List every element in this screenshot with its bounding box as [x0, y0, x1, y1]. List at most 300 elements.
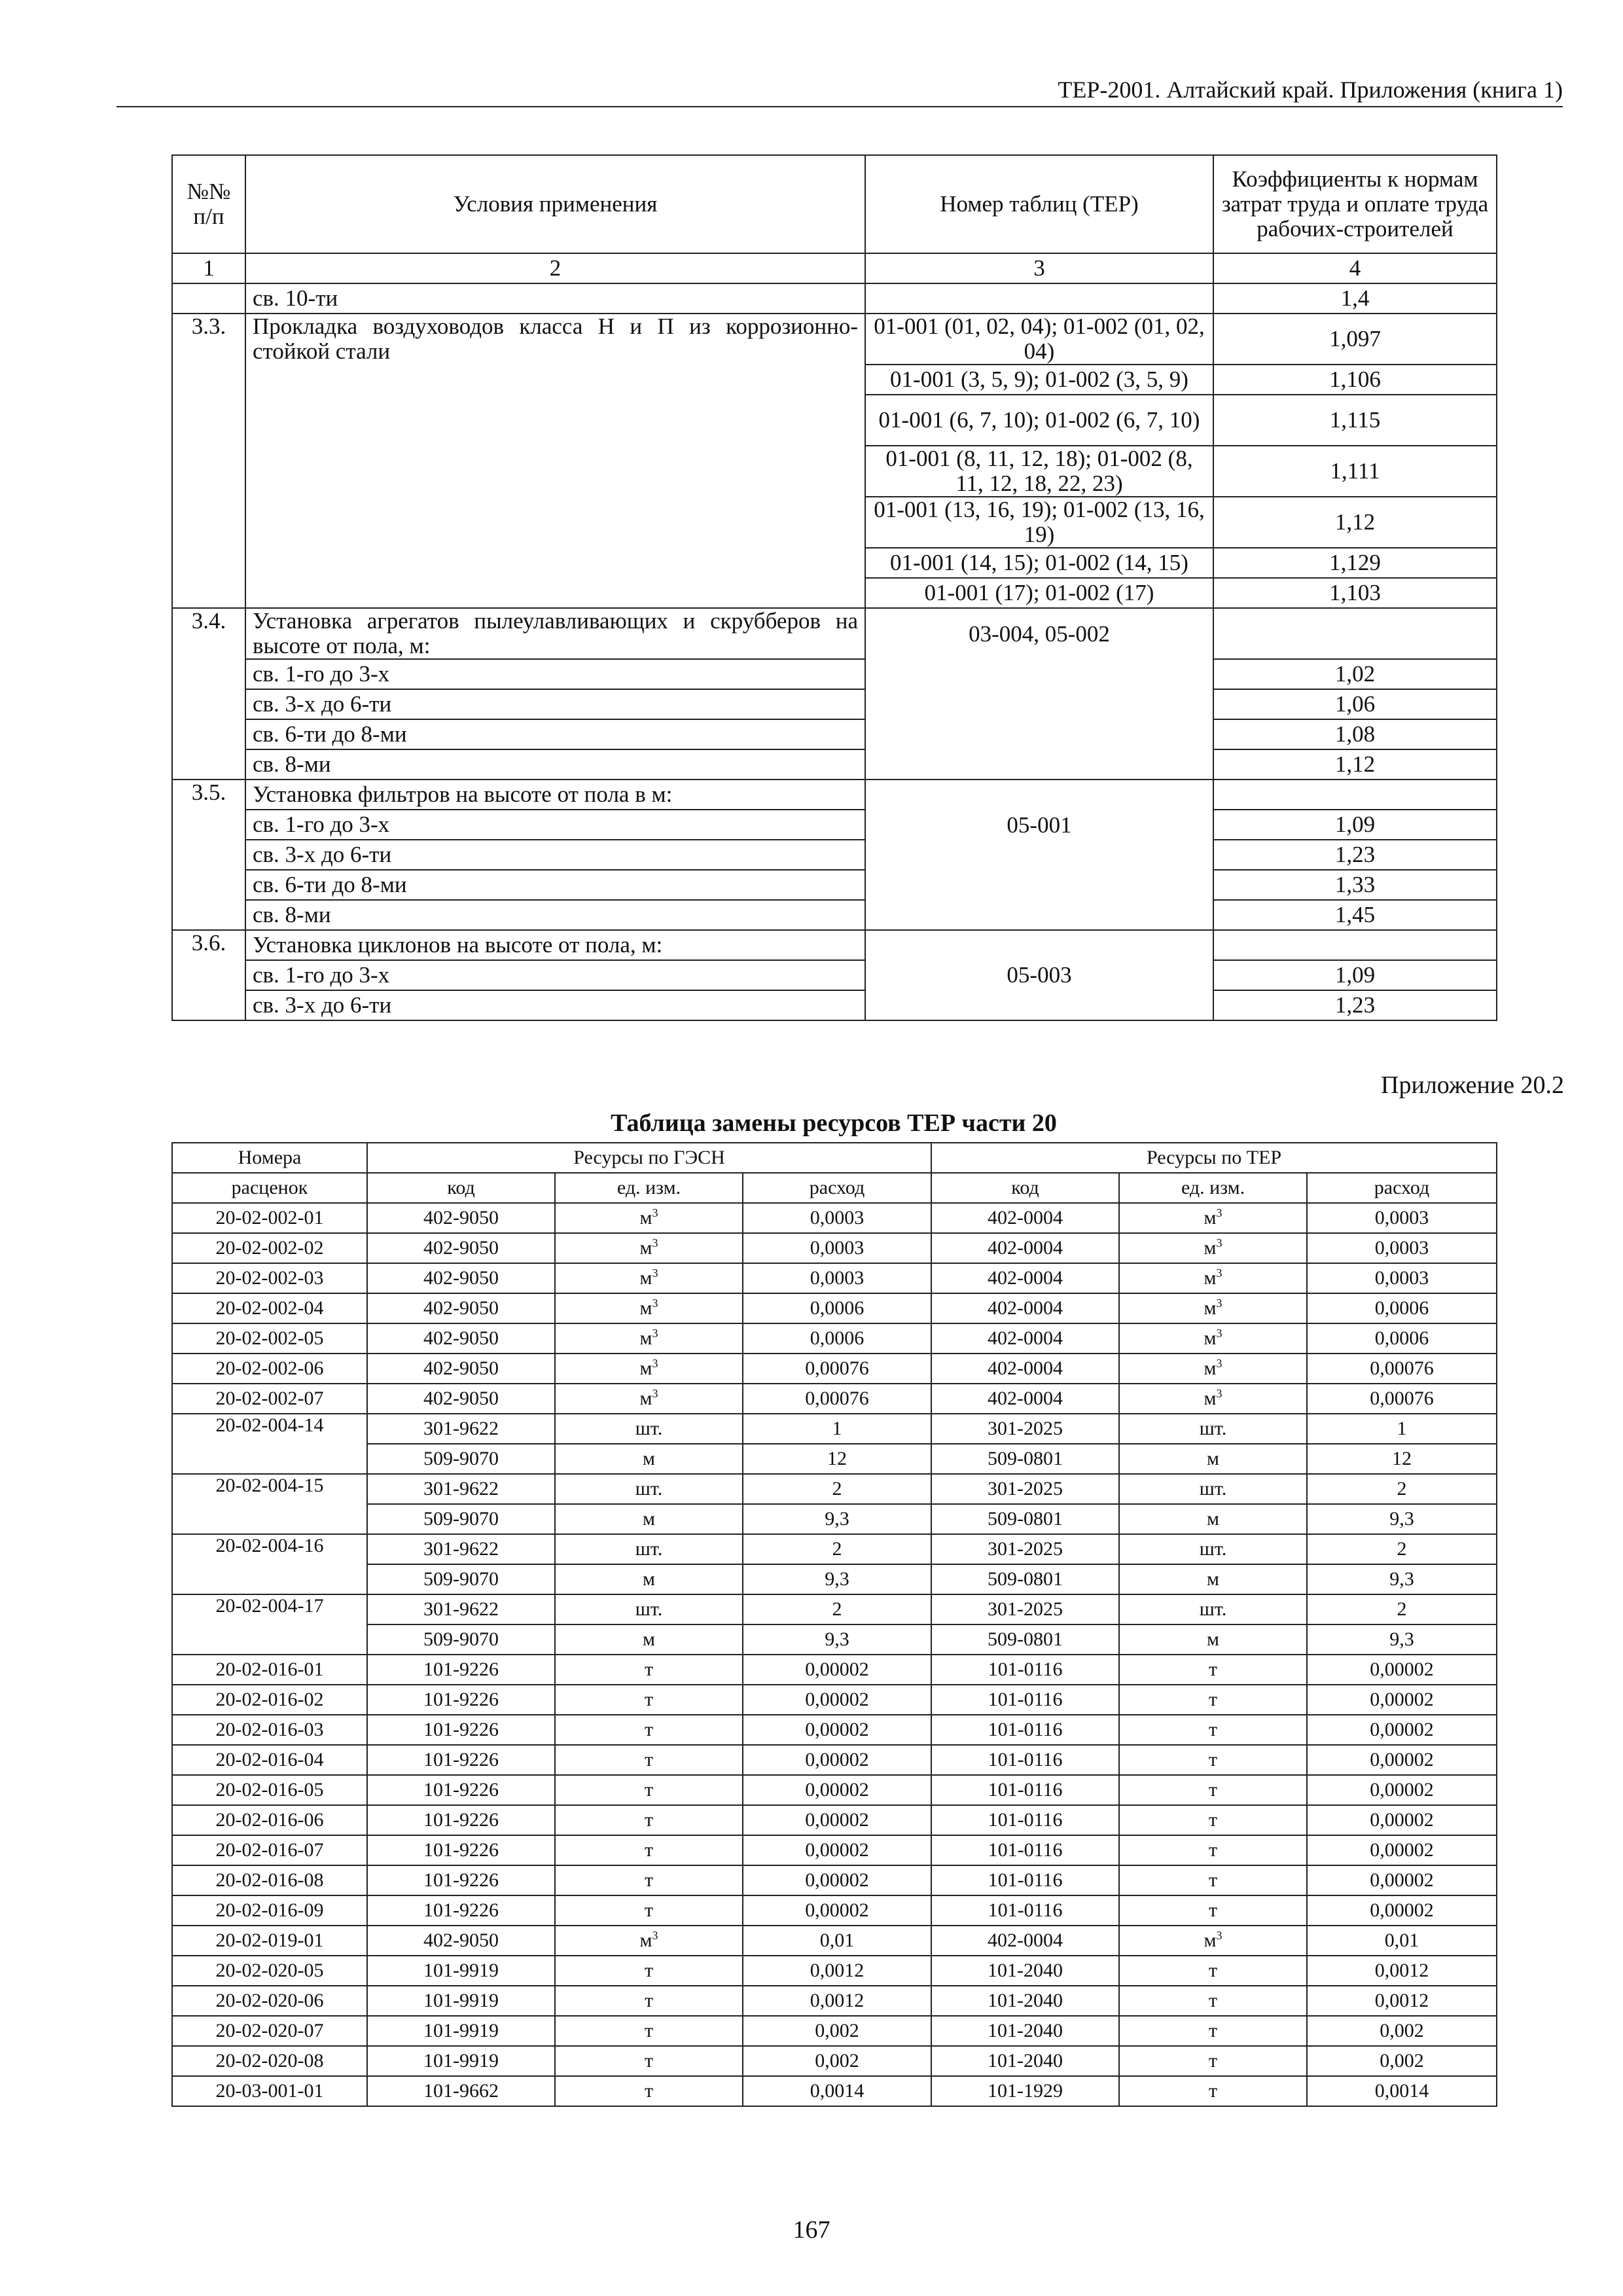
gesn-consumption-cell: 0,002 — [743, 2046, 931, 2076]
gesn-consumption-cell: 0,0003 — [743, 1203, 931, 1233]
table-row — [172, 1655, 1497, 1685]
header-conditions: Условия применения — [245, 155, 865, 253]
ter-consumption-cell: 2 — [1307, 1534, 1497, 1564]
condition-cell: св. 8-ми — [245, 900, 865, 930]
gesn-consumption-cell: 0,00002 — [743, 1805, 931, 1835]
table-row — [172, 659, 1497, 689]
coefficient-cell: 1,097 — [1213, 314, 1497, 365]
ter-code-cell: 101-0116 — [931, 1865, 1119, 1895]
ter-consumption-cell: 9,3 — [1307, 1624, 1497, 1655]
gesn-unit-cell: шт. — [555, 1534, 743, 1564]
condition-cell: св. 1-го до 3-х — [245, 659, 865, 689]
coefficient-cell: 1,08 — [1213, 719, 1497, 749]
ter-code-cell: 509-0801 — [931, 1504, 1119, 1534]
gesn-consumption-cell: 0,00002 — [743, 1655, 931, 1685]
gesn-code-cell: 301-9622 — [367, 1534, 555, 1564]
tables-cell: 01-001 (8, 11, 12, 18); 01-002 (8, 11, 12, 18, 22, 23) — [865, 446, 1213, 497]
gesn-unit-cell: т — [555, 1685, 743, 1715]
ter-code-cell: 509-0801 — [931, 1624, 1119, 1655]
gesn-code-cell: 101-9226 — [367, 1775, 555, 1805]
gesn-code-cell: 101-9919 — [367, 2046, 555, 2076]
column-number: 1 — [172, 253, 245, 283]
gesn-consumption-cell: 0,0006 — [743, 1293, 931, 1323]
ter-code-cell: 101-0116 — [931, 1805, 1119, 1835]
ter-consumption-cell: 0,0003 — [1307, 1203, 1497, 1233]
gesn-unit-cell: $м^3$ — [555, 1293, 743, 1323]
ter-consumption-cell: 0,00002 — [1307, 1805, 1497, 1835]
ter-code-cell: 509-0801 — [931, 1444, 1119, 1474]
ter-code-cell: 301-2025 — [931, 1594, 1119, 1624]
gesn-code-cell: 402-9050 — [367, 1293, 555, 1323]
ter-code-cell: 402-0004 — [931, 1384, 1119, 1414]
condition-cell: Установка агрегатов пылеулавливающих и скрубберов на высоте от пола, м: — [245, 608, 865, 659]
ter-unit-cell: т — [1119, 1986, 1307, 2016]
ter-code-cell: 402-0004 — [931, 1263, 1119, 1293]
rate-number-cell: 20-02-016-01 — [172, 1655, 367, 1685]
ter-consumption-cell: 0,00002 — [1307, 1835, 1497, 1865]
ter-unit-cell: т — [1119, 1685, 1307, 1715]
running-header: ТЕР-2001. Алтайский край. Приложения (книга 1) — [116, 73, 1563, 107]
rate-number-cell: 20-02-002-02 — [172, 1233, 367, 1263]
ter-code-cell: 101-0116 — [931, 1655, 1119, 1685]
ter-code-cell: 101-0116 — [931, 1775, 1119, 1805]
table-row — [172, 1474, 1497, 1504]
ter-code-cell: 101-0116 — [931, 1895, 1119, 1926]
table-row — [172, 2076, 1497, 2106]
tables-cell: 01-001 (3, 5, 9); 01-002 (3, 5, 9) — [865, 365, 1213, 395]
ter-consumption-cell: 0,00002 — [1307, 1895, 1497, 1926]
ter-unit-cell: $м^3$ — [1119, 1233, 1307, 1263]
coefficient-cell: 1,33 — [1213, 870, 1497, 900]
ter-unit-cell: т — [1119, 1745, 1307, 1775]
rate-number-cell: 20-02-020-07 — [172, 2016, 367, 2046]
table-row — [172, 1504, 1497, 1534]
gesn-code-cell: 509-9070 — [367, 1504, 555, 1534]
rate-number-cell: 20-02-016-03 — [172, 1715, 367, 1745]
gesn-consumption-cell: 2 — [743, 1594, 931, 1624]
coefficient-cell — [1213, 608, 1497, 659]
ter-unit-cell: т — [1119, 2076, 1307, 2106]
gesn-consumption-cell: 0,00002 — [743, 1835, 931, 1865]
ter-unit-cell: т — [1119, 2016, 1307, 2046]
table-row — [172, 870, 1497, 900]
ter-consumption-cell: 0,00002 — [1307, 1745, 1497, 1775]
rate-number-cell: 20-02-019-01 — [172, 1926, 367, 1956]
ter-consumption-cell: 0,0012 — [1307, 1986, 1497, 2016]
rate-number-cell: 20-02-004-15 — [172, 1474, 367, 1534]
ter-code-cell: 402-0004 — [931, 1293, 1119, 1323]
ter-code-cell: 101-0116 — [931, 1835, 1119, 1865]
gesn-code-cell: 101-9919 — [367, 1986, 555, 2016]
ter-unit-cell: т — [1119, 1655, 1307, 1685]
gesn-consumption-cell: 0,0003 — [743, 1233, 931, 1263]
ter-code-cell: 402-0004 — [931, 1233, 1119, 1263]
table-row — [172, 1745, 1497, 1775]
condition-cell: св. 10-ти — [245, 283, 865, 314]
ter-consumption-cell: 0,01 — [1307, 1926, 1497, 1956]
ter-consumption-cell: 2 — [1307, 1594, 1497, 1624]
gesn-unit-cell: т — [555, 2046, 743, 2076]
ter-code-cell: 101-2040 — [931, 1986, 1119, 2016]
ter-unit-cell: м — [1119, 1504, 1307, 1534]
table-row — [172, 1685, 1497, 1715]
ter-consumption-cell: 0,00002 — [1307, 1865, 1497, 1895]
gesn-code-cell: 101-9226 — [367, 1805, 555, 1835]
gesn-unit-cell: $м^3$ — [555, 1926, 743, 1956]
ter-code-cell: 101-0116 — [931, 1685, 1119, 1715]
gesn-unit-cell: т — [555, 1835, 743, 1865]
condition-cell: св. 3-х до 6-ти — [245, 840, 865, 870]
coefficient-cell: 1,12 — [1213, 497, 1497, 548]
gesn-consumption-cell: 0,0012 — [743, 1986, 931, 2016]
table-row — [172, 1956, 1497, 1986]
ter-code-cell: 101-0116 — [931, 1745, 1119, 1775]
condition-cell: св. 3-х до 6-ти — [245, 689, 865, 719]
gesn-code-cell: 402-9050 — [367, 1263, 555, 1293]
gesn-code-cell: 301-9622 — [367, 1594, 555, 1624]
gesn-consumption-cell: 0,0003 — [743, 1263, 931, 1293]
gesn-unit-cell: т — [555, 1805, 743, 1835]
gesn-consumption-cell: 0,00002 — [743, 1715, 931, 1745]
coefficient-cell: 1,02 — [1213, 659, 1497, 689]
ter-code-cell: 101-2040 — [931, 2046, 1119, 2076]
ter-unit-cell: т — [1119, 2046, 1307, 2076]
coefficient-cell: 1,06 — [1213, 689, 1497, 719]
gesn-unit-cell: т — [555, 2016, 743, 2046]
ter-consumption-cell: 0,00002 — [1307, 1655, 1497, 1685]
gesn-unit-cell: т — [555, 1655, 743, 1685]
gesn-code-cell: 101-9919 — [367, 1956, 555, 1986]
gesn-code-cell: 101-9226 — [367, 1685, 555, 1715]
table-row — [172, 608, 1497, 659]
gesn-unit-cell: т — [555, 2076, 743, 2106]
header-num: №№ п/п — [172, 155, 245, 253]
rate-number-cell: 20-02-002-03 — [172, 1263, 367, 1293]
ter-unit-cell: шт. — [1119, 1594, 1307, 1624]
condition-cell: св. 6-ти до 8-ми — [245, 870, 865, 900]
ter-code-cell: 402-0004 — [931, 1354, 1119, 1384]
rate-number-cell: 20-02-002-05 — [172, 1323, 367, 1354]
ter-unit-cell: $м^3$ — [1119, 1926, 1307, 1956]
table-row — [172, 1926, 1497, 1956]
ter-unit-cell: шт. — [1119, 1534, 1307, 1564]
coefficient-cell: 1,09 — [1213, 960, 1497, 990]
gesn-code-cell: 402-9050 — [367, 1926, 555, 1956]
table-row — [172, 840, 1497, 870]
table-row — [172, 689, 1497, 719]
ter-unit-cell: $м^3$ — [1119, 1384, 1307, 1414]
coefficient-cell: 1,12 — [1213, 749, 1497, 780]
item-number: 3.6. — [172, 930, 245, 1020]
rate-number-cell: 20-02-004-14 — [172, 1414, 367, 1474]
gesn-consumption-cell: 2 — [743, 1474, 931, 1504]
coefficient-cell: 1,09 — [1213, 810, 1497, 840]
ter-consumption-cell: 0,0003 — [1307, 1263, 1497, 1293]
item-number: 3.5. — [172, 780, 245, 930]
gesn-consumption-cell: 2 — [743, 1534, 931, 1564]
table-row — [172, 1564, 1497, 1594]
gesn-consumption-cell: 0,00002 — [743, 1895, 931, 1926]
table-row — [172, 810, 1497, 840]
ter-consumption-cell: 2 — [1307, 1474, 1497, 1504]
gesn-code-cell: 301-9622 — [367, 1414, 555, 1444]
gesn-consumption-cell: 12 — [743, 1444, 931, 1474]
table-row — [172, 1594, 1497, 1624]
gesn-consumption-cell: 0,00076 — [743, 1384, 931, 1414]
gesn-code-cell: 402-9050 — [367, 1233, 555, 1263]
table-row — [172, 314, 1497, 365]
gesn-consumption-cell: 0,01 — [743, 1926, 931, 1956]
column-number: 2 — [245, 253, 865, 283]
coefficient-cell: 1,103 — [1213, 578, 1497, 608]
tables-cell: 01-001 (13, 16, 19); 01-002 (13, 16, 19) — [865, 497, 1213, 548]
gesn-consumption-cell: 0,00076 — [743, 1354, 931, 1384]
gesn-consumption-cell: 0,00002 — [743, 1775, 931, 1805]
table-row — [172, 283, 1497, 314]
gesn-unit-cell: шт. — [555, 1594, 743, 1624]
ter-consumption-cell: 0,0003 — [1307, 1233, 1497, 1263]
ter-consumption-cell: 0,0014 — [1307, 2076, 1497, 2106]
table-row — [172, 960, 1497, 990]
table-row — [172, 1835, 1497, 1865]
rate-number-cell: 20-02-002-06 — [172, 1354, 367, 1384]
tables-cell: 01-001 (6, 7, 10); 01-002 (6, 7, 10) — [865, 395, 1213, 446]
rate-number-cell: 20-02-016-04 — [172, 1745, 367, 1775]
header-unit: ед. изм. — [1119, 1173, 1307, 1203]
header-gesn: Ресурсы по ГЭСН — [367, 1143, 931, 1173]
ter-consumption-cell: 1 — [1307, 1414, 1497, 1444]
ter-code-cell: 101-2040 — [931, 1956, 1119, 1986]
ter-consumption-cell: 0,0012 — [1307, 1956, 1497, 1986]
coefficient-cell: 1,106 — [1213, 365, 1497, 395]
ter-unit-cell: $м^3$ — [1119, 1263, 1307, 1293]
ter-consumption-cell: 9,3 — [1307, 1564, 1497, 1594]
rate-number-cell: 20-02-016-07 — [172, 1835, 367, 1865]
gesn-consumption-cell: 1 — [743, 1414, 931, 1444]
coefficient-cell: 1,23 — [1213, 990, 1497, 1020]
gesn-consumption-cell: 0,00002 — [743, 1745, 931, 1775]
condition-cell: св. 1-го до 3-х — [245, 960, 865, 990]
condition-cell: Установка фильтров на высоте от пола в м: — [245, 780, 865, 810]
rate-number-cell: 20-02-020-06 — [172, 1986, 367, 2016]
gesn-unit-cell: $м^3$ — [555, 1263, 743, 1293]
coefficient-cell: 1,111 — [1213, 446, 1497, 497]
header-rates: расценок — [172, 1173, 367, 1203]
ter-unit-cell: т — [1119, 1805, 1307, 1835]
ter-unit-cell: $м^3$ — [1119, 1323, 1307, 1354]
header-consumption: расход — [743, 1173, 931, 1203]
gesn-unit-cell: шт. — [555, 1474, 743, 1504]
gesn-unit-cell: т — [555, 1715, 743, 1745]
coefficient-cell: 1,23 — [1213, 840, 1497, 870]
table-row — [172, 1354, 1497, 1384]
gesn-unit-cell: т — [555, 1865, 743, 1895]
table-row — [172, 1775, 1497, 1805]
ter-code-cell: 101-0116 — [931, 1715, 1119, 1745]
rate-number-cell: 20-02-016-09 — [172, 1895, 367, 1926]
ter-unit-cell: т — [1119, 1775, 1307, 1805]
gesn-code-cell: 301-9622 — [367, 1474, 555, 1504]
rate-number-cell: 20-02-020-08 — [172, 2046, 367, 2076]
table-row — [172, 1715, 1497, 1745]
gesn-unit-cell: шт. — [555, 1414, 743, 1444]
table-row — [172, 1534, 1497, 1564]
tables-cell: 01-001 (01, 02, 04); 01-002 (01, 02, 04) — [865, 314, 1213, 365]
page-number: 167 — [793, 2216, 830, 2244]
condition-cell: св. 8-ми — [245, 749, 865, 780]
gesn-unit-cell: м — [555, 1564, 743, 1594]
appendix-label: Приложение 20.2 — [1381, 1071, 1564, 1099]
ter-unit-cell: шт. — [1119, 1414, 1307, 1444]
gesn-unit-cell: т — [555, 1956, 743, 1986]
ter-code-cell: 402-0004 — [931, 1926, 1119, 1956]
ter-unit-cell: $м^3$ — [1119, 1293, 1307, 1323]
ter-consumption-cell: 9,3 — [1307, 1504, 1497, 1534]
header-code: код — [367, 1173, 555, 1203]
rate-number-cell: 20-02-020-05 — [172, 1956, 367, 1986]
gesn-consumption-cell: 9,3 — [743, 1504, 931, 1534]
table-row — [172, 930, 1497, 960]
gesn-code-cell: 101-9226 — [367, 1745, 555, 1775]
gesn-code-cell: 101-9226 — [367, 1895, 555, 1926]
gesn-consumption-cell: 0,00002 — [743, 1865, 931, 1895]
table-row — [172, 1233, 1497, 1263]
gesn-unit-cell: м — [555, 1444, 743, 1474]
resource-replacement-table — [171, 1142, 1497, 2107]
table-row — [172, 1414, 1497, 1444]
ter-unit-cell: м — [1119, 1444, 1307, 1474]
ter-code-cell: 402-0004 — [931, 1203, 1119, 1233]
gesn-unit-cell: т — [555, 1745, 743, 1775]
header-unit: ед. изм. — [555, 1173, 743, 1203]
ter-unit-cell: т — [1119, 1715, 1307, 1745]
table-row — [172, 990, 1497, 1020]
column-number: 3 — [865, 253, 1213, 283]
table-row — [172, 2016, 1497, 2046]
table-title: Таблица замены ресурсов ТЕР части 20 — [611, 1109, 1057, 1137]
ter-unit-cell: м — [1119, 1564, 1307, 1594]
tables-cell: 05-001 — [865, 780, 1213, 930]
gesn-code-cell: 101-9226 — [367, 1865, 555, 1895]
gesn-unit-cell: т — [555, 1775, 743, 1805]
rate-number-cell: 20-02-002-01 — [172, 1203, 367, 1233]
rate-number-cell: 20-02-016-02 — [172, 1685, 367, 1715]
table-row — [172, 2046, 1497, 2076]
header-consumption: расход — [1307, 1173, 1497, 1203]
gesn-consumption-cell: 0,00002 — [743, 1685, 931, 1715]
tables-cell: 01-001 (17); 01-002 (17) — [865, 578, 1213, 608]
gesn-unit-cell: т — [555, 1895, 743, 1926]
gesn-consumption-cell: 0,0006 — [743, 1323, 931, 1354]
header-rates: Номера — [172, 1143, 367, 1173]
ter-unit-cell: $м^3$ — [1119, 1203, 1307, 1233]
rate-number-cell: 20-02-016-08 — [172, 1865, 367, 1895]
gesn-unit-cell: $м^3$ — [555, 1323, 743, 1354]
gesn-code-cell: 101-9919 — [367, 2016, 555, 2046]
ter-code-cell: 402-0004 — [931, 1323, 1119, 1354]
rate-number-cell: 20-02-004-16 — [172, 1534, 367, 1594]
item-number: 3.3. — [172, 314, 245, 608]
tables-cell: 05-003 — [865, 930, 1213, 1020]
gesn-unit-cell: $м^3$ — [555, 1354, 743, 1384]
coefficients-table — [171, 154, 1497, 1021]
ter-consumption-cell: 0,00002 — [1307, 1715, 1497, 1745]
table-row — [172, 1805, 1497, 1835]
gesn-code-cell: 101-9226 — [367, 1655, 555, 1685]
gesn-code-cell: 509-9070 — [367, 1624, 555, 1655]
ter-consumption-cell: 0,00076 — [1307, 1354, 1497, 1384]
ter-code-cell: 101-1929 — [931, 2076, 1119, 2106]
table-row — [172, 719, 1497, 749]
ter-consumption-cell: 12 — [1307, 1444, 1497, 1474]
table-row — [172, 1263, 1497, 1293]
gesn-unit-cell: м — [555, 1504, 743, 1534]
gesn-code-cell: 101-9662 — [367, 2076, 555, 2106]
table-row — [172, 1203, 1497, 1233]
gesn-unit-cell: $м^3$ — [555, 1233, 743, 1263]
table-row — [172, 900, 1497, 930]
table-row — [172, 1444, 1497, 1474]
rate-number-cell: 20-02-004-17 — [172, 1594, 367, 1655]
gesn-code-cell: 509-9070 — [367, 1444, 555, 1474]
condition-cell: св. 3-х до 6-ти — [245, 990, 865, 1020]
table-row — [172, 780, 1497, 810]
header-tables: Номер таблиц (ТЕР) — [865, 155, 1213, 253]
gesn-consumption-cell: 0,0014 — [743, 2076, 931, 2106]
gesn-unit-cell: м — [555, 1624, 743, 1655]
coefficient-cell: 1,115 — [1213, 395, 1497, 446]
ter-unit-cell: т — [1119, 1835, 1307, 1865]
ter-unit-cell: $м^3$ — [1119, 1354, 1307, 1384]
ter-code-cell: 301-2025 — [931, 1414, 1119, 1444]
coefficient-cell: 1,129 — [1213, 548, 1497, 578]
coefficient-cell — [1213, 930, 1497, 960]
condition-cell: св. 6-ти до 8-ми — [245, 719, 865, 749]
coefficient-cell — [1213, 780, 1497, 810]
ter-code-cell: 301-2025 — [931, 1474, 1119, 1504]
gesn-unit-cell: $м^3$ — [555, 1203, 743, 1233]
ter-unit-cell: шт. — [1119, 1474, 1307, 1504]
ter-code-cell: 301-2025 — [931, 1534, 1119, 1564]
coefficient-cell: 1,45 — [1213, 900, 1497, 930]
table-row — [172, 1323, 1497, 1354]
ter-unit-cell: т — [1119, 1865, 1307, 1895]
gesn-code-cell: 101-9226 — [367, 1715, 555, 1745]
column-number: 4 — [1213, 253, 1497, 283]
table-row — [172, 1986, 1497, 2016]
gesn-code-cell: 402-9050 — [367, 1354, 555, 1384]
ter-code-cell: 509-0801 — [931, 1564, 1119, 1594]
table-row — [172, 1865, 1497, 1895]
gesn-code-cell: 402-9050 — [367, 1323, 555, 1354]
table-row — [172, 1895, 1497, 1926]
table-row — [172, 1384, 1497, 1414]
ter-unit-cell: т — [1119, 1895, 1307, 1926]
ter-consumption-cell: 0,00002 — [1307, 1685, 1497, 1715]
ter-consumption-cell: 0,0006 — [1307, 1323, 1497, 1354]
ter-unit-cell: т — [1119, 1956, 1307, 1986]
ter-unit-cell: м — [1119, 1624, 1307, 1655]
gesn-code-cell: 101-9226 — [367, 1835, 555, 1865]
table-row — [172, 1293, 1497, 1323]
item-number: 3.4. — [172, 608, 245, 780]
tables-cell: 03-004, 05-002 — [865, 608, 1213, 780]
header-coefficients: Коэффициенты к нормам затрат труда и оплате труда рабочих-строителей — [1213, 155, 1497, 253]
condition-cell: Установка циклонов на высоте от пола, м: — [245, 930, 865, 960]
header-ter: Ресурсы по ТЕР — [931, 1143, 1497, 1173]
table-row — [172, 749, 1497, 780]
ter-consumption-cell: 0,002 — [1307, 2016, 1497, 2046]
